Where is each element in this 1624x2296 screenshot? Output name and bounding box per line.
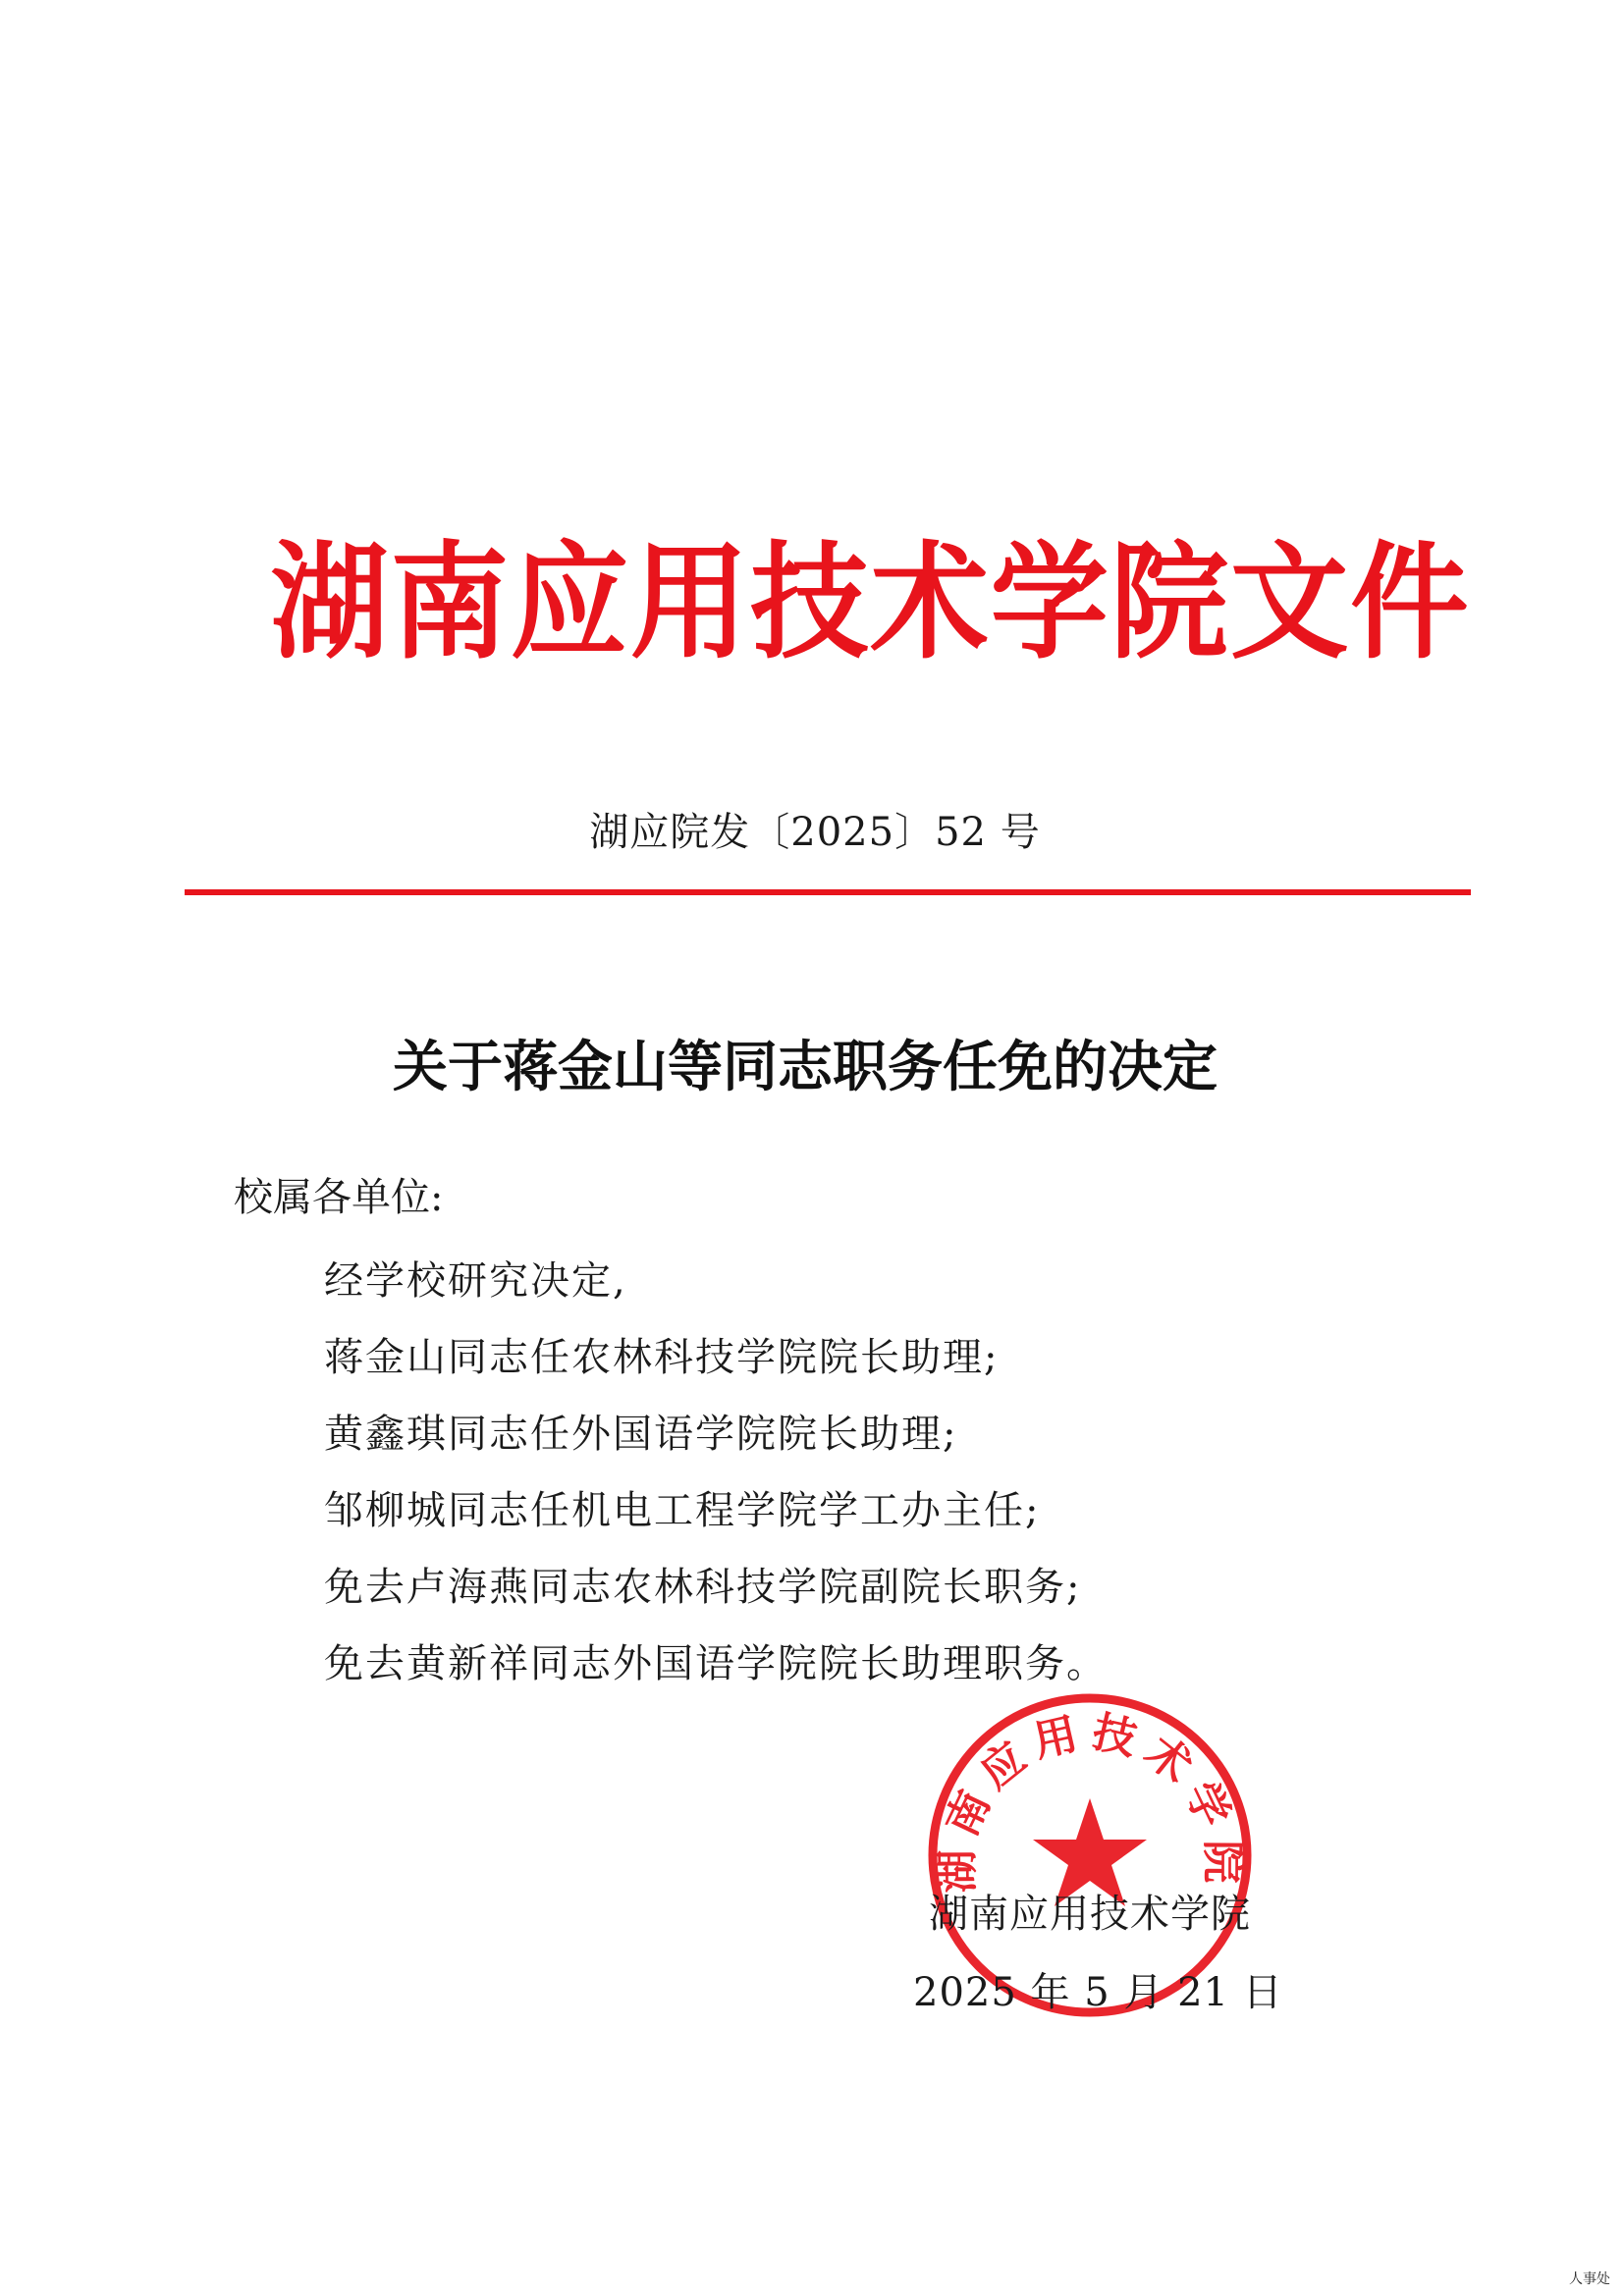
- masthead-title: 湖南应用技术学院文件: [270, 530, 1471, 676]
- issuing-organization: 湖南应用技术学院: [929, 1892, 1251, 1937]
- body-line: 免去卢海燕同志农林科技学院副院长职务;: [324, 1565, 1082, 1610]
- body-line: 经学校研究决定,: [324, 1258, 627, 1304]
- footer-department-mark: 人事处: [1569, 2271, 1610, 2287]
- body-line: 黄鑫琪同志任外国语学院院长助理;: [324, 1412, 958, 1457]
- red-divider-line: [185, 889, 1471, 895]
- issue-date: 2025 年 5 月 21 日: [913, 1970, 1283, 2015]
- document-title: 关于蒋金山等同志职务任免的决定: [393, 1036, 1218, 1099]
- svg-text:湖南应用技术学院: 湖南应用技术学院: [932, 1706, 1248, 1894]
- decision-body: [324, 1243, 1108, 1702]
- body-line: 邹柳城同志任机电工程学院学工办主任;: [324, 1488, 1041, 1533]
- body-line: 免去黄新祥同志外国语学院院长助理职务。: [324, 1641, 1108, 1686]
- body-line: 蒋金山同志任农林科技学院院长助理;: [324, 1335, 1000, 1380]
- signature-block: [913, 1875, 1283, 2032]
- addressee-line: 校属各单位:: [234, 1175, 444, 1220]
- document-number: 湖应院发〔2025〕52 号: [589, 810, 1041, 855]
